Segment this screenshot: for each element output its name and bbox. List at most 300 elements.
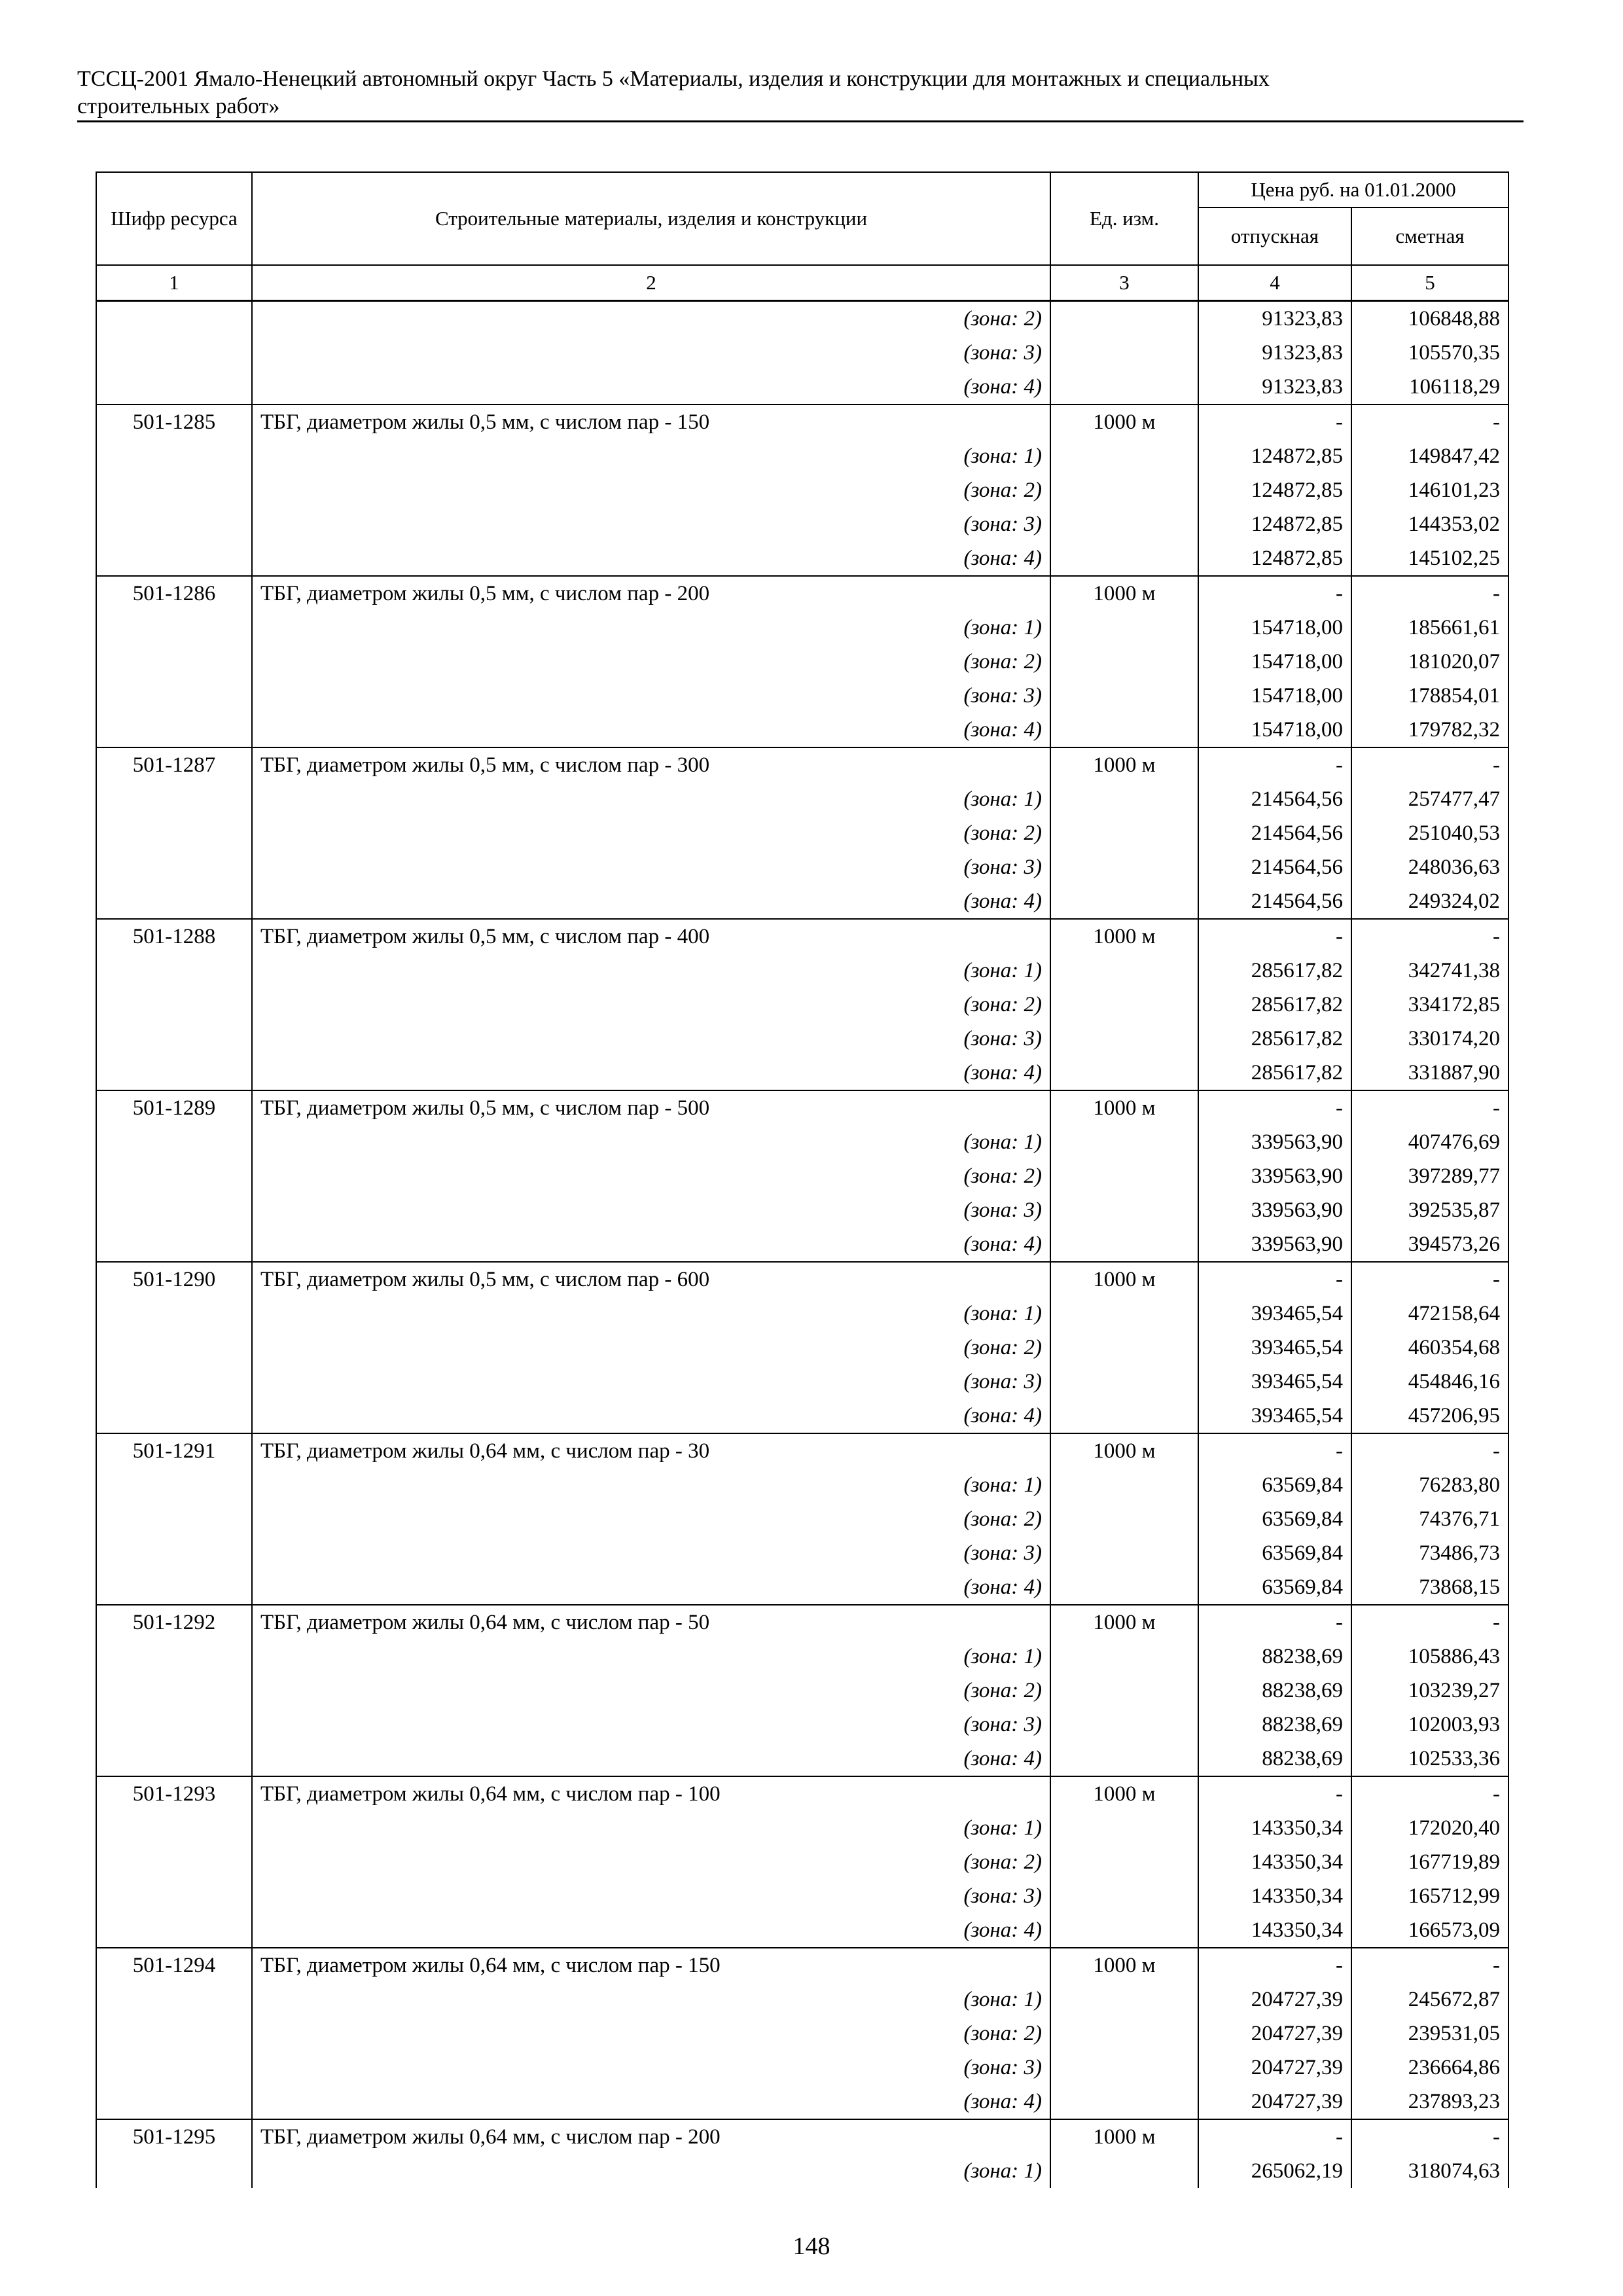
estimate-price: 106118,29 — [1351, 370, 1508, 404]
release-price: 154718,00 — [1198, 713, 1351, 747]
resource-unit: 1000 м — [1050, 1605, 1198, 1640]
zone-label: (зона: 1) — [252, 1982, 1050, 2017]
unit-cell — [1050, 1468, 1198, 1502]
zone-label: (зона: 3) — [252, 679, 1050, 713]
estimate-price: 342741,38 — [1351, 954, 1508, 988]
estimate-price: 105886,43 — [1351, 1640, 1508, 1674]
release-price: 285617,82 — [1198, 954, 1351, 988]
zone-label: (зона: 2) — [252, 1502, 1050, 1536]
resource-row — [96, 1433, 1508, 1468]
zone-label: (зона: 1) — [252, 1297, 1050, 1331]
unit-cell — [1050, 1125, 1198, 1159]
zone-row — [96, 611, 1508, 645]
resource-name: ТБГ, диаметром жилы 0,5 мм, с числом пар - 150 — [252, 404, 1050, 439]
zone-row — [96, 1570, 1508, 1605]
zone-row — [96, 1297, 1508, 1331]
release-price: 393465,54 — [1198, 1297, 1351, 1331]
zone-label: (зона: 4) — [252, 2085, 1050, 2119]
resource-unit: 1000 м — [1050, 919, 1198, 954]
estimate-price: 248036,63 — [1351, 850, 1508, 884]
resource-code-cell — [96, 1570, 252, 1605]
zone-row — [96, 1193, 1508, 1227]
column-number: 1 — [96, 265, 252, 301]
zone-label: (зона: 4) — [252, 884, 1050, 919]
resource-code-cell — [96, 1536, 252, 1570]
resource-row — [96, 404, 1508, 439]
estimate-price: 145102,25 — [1351, 541, 1508, 576]
resource-row — [96, 919, 1508, 954]
zone-row — [96, 1845, 1508, 1879]
zone-row — [96, 336, 1508, 370]
zone-row — [96, 370, 1508, 404]
estimate-price: - — [1351, 404, 1508, 439]
zone-label: (зона: 3) — [252, 1022, 1050, 1056]
unit-cell — [1050, 782, 1198, 816]
release-price: 285617,82 — [1198, 988, 1351, 1022]
resource-name: ТБГ, диаметром жилы 0,64 мм, с числом пар - 30 — [252, 1433, 1050, 1468]
estimate-price: 392535,87 — [1351, 1193, 1508, 1227]
zone-label: (зона: 4) — [252, 1056, 1050, 1090]
resource-code-cell — [96, 1468, 252, 1502]
unit-cell — [1050, 507, 1198, 541]
resource-unit: 1000 м — [1050, 1433, 1198, 1468]
header-release-price: отпускная — [1198, 207, 1351, 265]
estimate-price: - — [1351, 576, 1508, 611]
unit-cell — [1050, 2085, 1198, 2119]
zone-row — [96, 1125, 1508, 1159]
zone-label: (зона: 4) — [252, 1399, 1050, 1433]
zone-label: (зона: 1) — [252, 439, 1050, 473]
resource-code-cell — [96, 1227, 252, 1262]
release-price: - — [1198, 1605, 1351, 1640]
resource-code-cell — [96, 988, 252, 1022]
release-price: - — [1198, 919, 1351, 954]
estimate-price: 103239,27 — [1351, 1674, 1508, 1708]
unit-cell — [1050, 1297, 1198, 1331]
zone-label: (зона: 1) — [252, 1640, 1050, 1674]
resource-code-cell — [96, 816, 252, 850]
estimate-price: 73868,15 — [1351, 1570, 1508, 1605]
unit-cell — [1050, 1674, 1198, 1708]
zone-row — [96, 1708, 1508, 1742]
zone-label: (зона: 4) — [252, 1570, 1050, 1605]
unit-cell — [1050, 1227, 1198, 1262]
release-price: 214564,56 — [1198, 850, 1351, 884]
resource-code: 501-1292 — [96, 1605, 252, 1640]
release-price: 63569,84 — [1198, 1536, 1351, 1570]
release-price: 285617,82 — [1198, 1056, 1351, 1090]
release-price: 88238,69 — [1198, 1708, 1351, 1742]
estimate-price: - — [1351, 1262, 1508, 1297]
zone-label: (зона: 3) — [252, 1365, 1050, 1399]
zone-label: (зона: 1) — [252, 1811, 1050, 1845]
resource-code: 501-1291 — [96, 1433, 252, 1468]
estimate-price: 74376,71 — [1351, 1502, 1508, 1536]
page-header — [77, 65, 1517, 120]
resource-code-cell — [96, 1879, 252, 1913]
zone-label: (зона: 3) — [252, 507, 1050, 541]
release-price: 393465,54 — [1198, 1331, 1351, 1365]
resource-code-cell — [96, 713, 252, 747]
zone-row — [96, 1674, 1508, 1708]
release-price: - — [1198, 404, 1351, 439]
release-price: 124872,85 — [1198, 541, 1351, 576]
zone-row — [96, 850, 1508, 884]
zone-row — [96, 884, 1508, 919]
zone-row — [96, 954, 1508, 988]
resource-code-cell — [96, 1502, 252, 1536]
resource-code-cell — [96, 1331, 252, 1365]
zone-row — [96, 1742, 1508, 1776]
unit-cell — [1050, 336, 1198, 370]
estimate-price: 251040,53 — [1351, 816, 1508, 850]
release-price: - — [1198, 1776, 1351, 1811]
estimate-price: - — [1351, 1776, 1508, 1811]
zone-label: (зона: 3) — [252, 2051, 1050, 2085]
release-price: 143350,34 — [1198, 1811, 1351, 1845]
estimate-price: 318074,63 — [1351, 2154, 1508, 2188]
zone-label: (зона: 2) — [252, 1674, 1050, 1708]
resource-code-cell — [96, 336, 252, 370]
zone-row — [96, 816, 1508, 850]
zone-row — [96, 1536, 1508, 1570]
estimate-price: 105570,35 — [1351, 336, 1508, 370]
estimate-price: 166573,09 — [1351, 1913, 1508, 1948]
release-price: 124872,85 — [1198, 507, 1351, 541]
table-body — [96, 301, 1508, 2189]
release-price: 143350,34 — [1198, 1845, 1351, 1879]
resource-code-cell — [96, 1297, 252, 1331]
zone-label: (зона: 1) — [252, 1125, 1050, 1159]
zone-label: (зона: 2) — [252, 473, 1050, 507]
zone-row — [96, 1022, 1508, 1056]
estimate-price: 106848,88 — [1351, 301, 1508, 336]
resource-row — [96, 1090, 1508, 1125]
zone-row — [96, 2017, 1508, 2051]
release-price: 91323,83 — [1198, 301, 1351, 336]
release-price: 154718,00 — [1198, 611, 1351, 645]
zone-label: (зона: 1) — [252, 2154, 1050, 2188]
zone-label: (зона: 3) — [252, 1193, 1050, 1227]
header-line-1: ТССЦ-2001 Ямало-Ненецкий автономный округ Часть 5 «Материалы, изделия и конструкции для монтажных и специальных — [77, 67, 1270, 91]
zone-row — [96, 507, 1508, 541]
unit-cell — [1050, 1845, 1198, 1879]
release-price: 88238,69 — [1198, 1674, 1351, 1708]
zone-label: (зона: 4) — [252, 1227, 1050, 1262]
estimate-price: 454846,16 — [1351, 1365, 1508, 1399]
unit-cell — [1050, 1982, 1198, 2017]
release-price: 214564,56 — [1198, 816, 1351, 850]
unit-cell — [1050, 1365, 1198, 1399]
estimate-price: 73486,73 — [1351, 1536, 1508, 1570]
resource-code-cell — [96, 884, 252, 919]
resource-code-cell — [96, 1193, 252, 1227]
zone-label: (зона: 4) — [252, 1913, 1050, 1948]
resource-price-table — [96, 171, 1509, 2188]
zone-row — [96, 1227, 1508, 1262]
estimate-price: 165712,99 — [1351, 1879, 1508, 1913]
release-price: 63569,84 — [1198, 1570, 1351, 1605]
release-price: 285617,82 — [1198, 1022, 1351, 1056]
zone-row — [96, 645, 1508, 679]
zone-label: (зона: 1) — [252, 954, 1050, 988]
release-price: 204727,39 — [1198, 2051, 1351, 2085]
unit-cell — [1050, 370, 1198, 404]
resource-code-cell — [96, 1913, 252, 1948]
resource-code-cell — [96, 541, 252, 576]
unit-cell — [1050, 713, 1198, 747]
release-price: - — [1198, 2119, 1351, 2154]
zone-row — [96, 1502, 1508, 1536]
zone-label: (зона: 3) — [252, 336, 1050, 370]
resource-code: 501-1295 — [96, 2119, 252, 2154]
header-code: Шифр ресурса — [96, 172, 252, 265]
release-price: 124872,85 — [1198, 473, 1351, 507]
resource-code-cell — [96, 370, 252, 404]
column-number: 2 — [252, 265, 1050, 301]
unit-cell — [1050, 1056, 1198, 1090]
zone-row — [96, 2085, 1508, 2119]
unit-cell — [1050, 473, 1198, 507]
estimate-price: 330174,20 — [1351, 1022, 1508, 1056]
estimate-price: 102533,36 — [1351, 1742, 1508, 1776]
estimate-price: 149847,42 — [1351, 439, 1508, 473]
header-divider — [77, 120, 1524, 122]
zone-row — [96, 473, 1508, 507]
estimate-price: - — [1351, 1948, 1508, 1982]
unit-cell — [1050, 1331, 1198, 1365]
unit-cell — [1050, 1022, 1198, 1056]
estimate-price: 257477,47 — [1351, 782, 1508, 816]
resource-row — [96, 576, 1508, 611]
zone-row — [96, 1811, 1508, 1845]
zone-label: (зона: 1) — [252, 782, 1050, 816]
resource-name: ТБГ, диаметром жилы 0,5 мм, с числом пар - 300 — [252, 747, 1050, 782]
estimate-price: 102003,93 — [1351, 1708, 1508, 1742]
estimate-price: - — [1351, 2119, 1508, 2154]
column-number: 4 — [1198, 265, 1351, 301]
release-price: 63569,84 — [1198, 1468, 1351, 1502]
release-price: 214564,56 — [1198, 884, 1351, 919]
resource-code-cell — [96, 679, 252, 713]
release-price: 393465,54 — [1198, 1365, 1351, 1399]
zone-label: (зона: 2) — [252, 645, 1050, 679]
release-price: 339563,90 — [1198, 1193, 1351, 1227]
release-price: 393465,54 — [1198, 1399, 1351, 1433]
unit-cell — [1050, 1193, 1198, 1227]
estimate-price: 181020,07 — [1351, 645, 1508, 679]
resource-row — [96, 2119, 1508, 2154]
unit-cell — [1050, 954, 1198, 988]
unit-cell — [1050, 988, 1198, 1022]
unit-cell — [1050, 1811, 1198, 1845]
resource-code-cell — [96, 1022, 252, 1056]
unit-cell — [1050, 1536, 1198, 1570]
resource-code-cell — [96, 1159, 252, 1193]
resource-unit: 1000 м — [1050, 1948, 1198, 1982]
estimate-price: - — [1351, 747, 1508, 782]
estimate-price: 407476,69 — [1351, 1125, 1508, 1159]
release-price: 63569,84 — [1198, 1502, 1351, 1536]
resource-name: ТБГ, диаметром жилы 0,64 мм, с числом пар - 50 — [252, 1605, 1050, 1640]
release-price: 88238,69 — [1198, 1742, 1351, 1776]
resource-row — [96, 1776, 1508, 1811]
estimate-price: 236664,86 — [1351, 2051, 1508, 2085]
estimate-price: - — [1351, 1433, 1508, 1468]
zone-label: (зона: 2) — [252, 1845, 1050, 1879]
resource-code-cell — [96, 439, 252, 473]
resource-code-cell — [96, 611, 252, 645]
zone-label: (зона: 3) — [252, 1536, 1050, 1570]
zone-row — [96, 1399, 1508, 1433]
resource-code-cell — [96, 1399, 252, 1433]
resource-code-cell — [96, 2051, 252, 2085]
estimate-price: 237893,23 — [1351, 2085, 1508, 2119]
zone-row — [96, 1056, 1508, 1090]
release-price: 88238,69 — [1198, 1640, 1351, 1674]
estimate-price: 146101,23 — [1351, 473, 1508, 507]
estimate-price: - — [1351, 919, 1508, 954]
resource-name: ТБГ, диаметром жилы 0,5 мм, с числом пар - 600 — [252, 1262, 1050, 1297]
estimate-price: 397289,77 — [1351, 1159, 1508, 1193]
estimate-price: 76283,80 — [1351, 1468, 1508, 1502]
resource-row — [96, 1948, 1508, 1982]
release-price: - — [1198, 576, 1351, 611]
release-price: 143350,34 — [1198, 1879, 1351, 1913]
estimate-price: 472158,64 — [1351, 1297, 1508, 1331]
resource-row — [96, 747, 1508, 782]
page-number: 148 — [793, 2233, 830, 2260]
release-price: 204727,39 — [1198, 1982, 1351, 2017]
unit-cell — [1050, 1570, 1198, 1605]
estimate-price: 249324,02 — [1351, 884, 1508, 919]
resource-code-cell — [96, 1056, 252, 1090]
estimate-price: 178854,01 — [1351, 679, 1508, 713]
release-price: 204727,39 — [1198, 2017, 1351, 2051]
resource-code-cell — [96, 2017, 252, 2051]
zone-label: (зона: 1) — [252, 1468, 1050, 1502]
release-price: 339563,90 — [1198, 1125, 1351, 1159]
zone-label: (зона: 4) — [252, 1742, 1050, 1776]
resource-unit: 1000 м — [1050, 1262, 1198, 1297]
estimate-price: 172020,40 — [1351, 1811, 1508, 1845]
unit-cell — [1050, 301, 1198, 336]
zone-row — [96, 1640, 1508, 1674]
resource-code-cell — [96, 645, 252, 679]
unit-cell — [1050, 541, 1198, 576]
zone-label: (зона: 3) — [252, 850, 1050, 884]
resource-code-cell — [96, 1125, 252, 1159]
column-number: 3 — [1050, 265, 1198, 301]
zone-label: (зона: 2) — [252, 1331, 1050, 1365]
resource-code-cell — [96, 1811, 252, 1845]
resource-name: ТБГ, диаметром жилы 0,64 мм, с числом пар - 100 — [252, 1776, 1050, 1811]
resource-code: 501-1293 — [96, 1776, 252, 1811]
estimate-price: 167719,89 — [1351, 1845, 1508, 1879]
estimate-price: 457206,95 — [1351, 1399, 1508, 1433]
resource-code: 501-1289 — [96, 1090, 252, 1125]
estimate-price: 239531,05 — [1351, 2017, 1508, 2051]
resource-code-cell — [96, 1365, 252, 1399]
resource-code: 501-1286 — [96, 576, 252, 611]
zone-label: (зона: 3) — [252, 1708, 1050, 1742]
release-price: - — [1198, 747, 1351, 782]
header-estimate-price: сметная — [1351, 207, 1508, 265]
estimate-price: - — [1351, 1090, 1508, 1125]
resource-name: ТБГ, диаметром жилы 0,5 мм, с числом пар - 400 — [252, 919, 1050, 954]
resource-code-cell — [96, 1708, 252, 1742]
resource-code-cell — [96, 1845, 252, 1879]
estimate-price: 245672,87 — [1351, 1982, 1508, 2017]
zone-label: (зона: 2) — [252, 988, 1050, 1022]
unit-cell — [1050, 884, 1198, 919]
zone-row — [96, 713, 1508, 747]
resource-code-cell — [96, 1674, 252, 1708]
resource-code-cell — [96, 473, 252, 507]
resource-unit: 1000 м — [1050, 576, 1198, 611]
release-price: 339563,90 — [1198, 1159, 1351, 1193]
zone-row — [96, 541, 1508, 576]
header-unit: Ед. изм. — [1050, 172, 1198, 265]
release-price: 265062,19 — [1198, 2154, 1351, 2188]
resource-code-cell — [96, 1982, 252, 2017]
resource-name: ТБГ, диаметром жилы 0,64 мм, с числом пар - 150 — [252, 1948, 1050, 1982]
resource-code-cell — [96, 2085, 252, 2119]
resource-code: 501-1285 — [96, 404, 252, 439]
unit-cell — [1050, 2051, 1198, 2085]
unit-cell — [1050, 439, 1198, 473]
zone-row — [96, 1879, 1508, 1913]
resource-unit: 1000 м — [1050, 2119, 1198, 2154]
release-price: - — [1198, 1090, 1351, 1125]
estimate-price: 331887,90 — [1351, 1056, 1508, 1090]
unit-cell — [1050, 1640, 1198, 1674]
estimate-price: - — [1351, 1605, 1508, 1640]
unit-cell — [1050, 816, 1198, 850]
header-line-2: строительных работ» — [77, 94, 280, 118]
header-name: Строительные материалы, изделия и конструкции — [252, 172, 1050, 265]
resource-code-cell — [96, 782, 252, 816]
release-price: 143350,34 — [1198, 1913, 1351, 1948]
zone-row — [96, 988, 1508, 1022]
estimate-price: 394573,26 — [1351, 1227, 1508, 1262]
zone-row — [96, 1982, 1508, 2017]
release-price: 214564,56 — [1198, 782, 1351, 816]
unit-cell — [1050, 645, 1198, 679]
unit-cell — [1050, 611, 1198, 645]
zone-label: (зона: 1) — [252, 611, 1050, 645]
release-price: 124872,85 — [1198, 439, 1351, 473]
zone-label: (зона: 2) — [252, 816, 1050, 850]
resource-code-cell — [96, 850, 252, 884]
resource-row — [96, 1262, 1508, 1297]
column-number: 5 — [1351, 265, 1508, 301]
zone-row — [96, 679, 1508, 713]
resource-code: 501-1288 — [96, 919, 252, 954]
unit-cell — [1050, 2017, 1198, 2051]
zone-label: (зона: 2) — [252, 2017, 1050, 2051]
resource-unit: 1000 м — [1050, 1776, 1198, 1811]
zone-row — [96, 2154, 1508, 2188]
resource-code: 501-1287 — [96, 747, 252, 782]
resource-code: 501-1290 — [96, 1262, 252, 1297]
zone-row — [96, 1331, 1508, 1365]
estimate-price: 185661,61 — [1351, 611, 1508, 645]
estimate-price: 460354,68 — [1351, 1331, 1508, 1365]
zone-label: (зона: 3) — [252, 1879, 1050, 1913]
zone-row — [96, 1159, 1508, 1193]
unit-cell — [1050, 1879, 1198, 1913]
